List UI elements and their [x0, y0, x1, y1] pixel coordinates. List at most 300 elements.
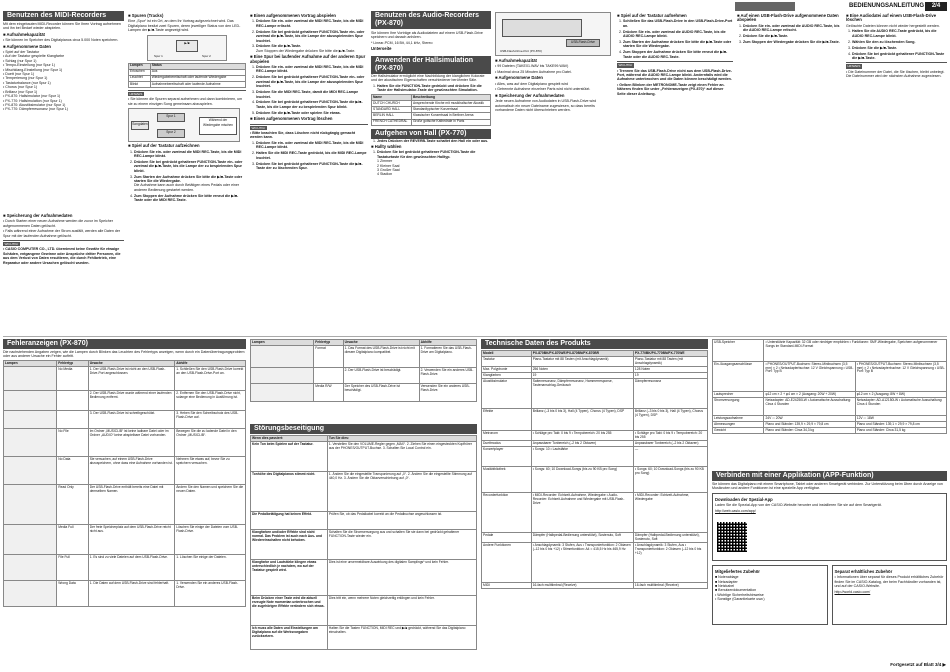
track-mixing-diagram: [128, 108, 240, 142]
table-cell: DUTCH CHURCH: [372, 101, 412, 107]
hall-steps: [371, 84, 491, 93]
table-cell: Saitenresonanz, Dämpferresonanz, Hammerresponse, Tastenanschlag-Geräusch: [531, 379, 633, 409]
lamp-illustration: [4, 391, 57, 411]
table-cell: No Data: [57, 457, 88, 485]
midi-important-text: • CASIO COMPUTER CO., LTD. übernimmt keine Gewähr für etwaige Schäden, entgangene Gewinne oder Ansprüche dritter Personen, die aus dem Verlust von Daten resultieren, die durch Fehlbetrieb, eine Reparatur oder andere Ursachen gelöscht wurden.: [3, 247, 121, 265]
list-item: • Wichtige Sicherheitshinweise: [715, 592, 764, 597]
table-cell: Stromversorgung: [713, 398, 764, 416]
table-cell: 2. Der USB-Flash-Drive ist beschädigt.: [343, 368, 419, 384]
audio-delete-column: [846, 12, 947, 334]
list-item: 3. Drücken Sie die ▶/■-Taste. Zum Stoppen der Wiedergabe drücken Sie bitte die ▶/■-Taste.: [256, 44, 368, 53]
table-cell: Leuchtet: [129, 75, 151, 81]
usb-column: [495, 12, 613, 334]
table-cell: No Media: [57, 367, 88, 391]
table-cell: Beim Drücken einer Taste wird die aktuell erzeugte Note momentan unterbrochen und die zugehörigen Effekte verändern sich etwas.: [251, 596, 328, 626]
table-cell: Lautsprecher: [713, 392, 764, 398]
audio-delete-text: Gelöschte Dateien können nicht wieder hergestellt werden.: [846, 23, 940, 28]
audio-intro: Sie können Ihre Vorträge als Audiodateien auf einem USB-Flash-Drive speichern und danach anhören.: [371, 31, 483, 40]
list-item: 2. Drücken Sie die ▶/■-Taste.: [743, 34, 842, 38]
table-row: [482, 533, 708, 543]
hall-heading: Anwenden der Hallsimulation (PX-870): [371, 56, 491, 74]
table-cell: Leistungsaufnahme: [713, 416, 764, 422]
errors-table-continued: [250, 339, 477, 402]
table-cell: 2. Der USB-Flash-Drive wurde während einer laufenden Bedienung entfernt.: [88, 391, 175, 411]
list-item: 5. Drücken Sie die ▶/■-Taste oder spielen Sie etwas.: [256, 111, 368, 115]
table-cell: Media R/W: [314, 384, 343, 402]
specs-table: [481, 350, 708, 589]
track-status-table: [128, 63, 246, 88]
app-column: [712, 482, 947, 660]
table-header: Abhilfe: [175, 361, 246, 367]
table-cell: Klangfarben und/oder Effekte sind nicht normal. Das Problem ist auch nach Aus- und Wiedereinschalten nicht behoben.: [251, 530, 328, 560]
table-row: [251, 560, 477, 596]
piano-underside-image: [502, 19, 582, 37]
delete-track-title: ■ Einen aufgenommenen Vortrag löschen: [250, 116, 333, 122]
list-item: • PX-870: Akustiksimulator (nur Spur 1): [3, 102, 66, 107]
table-cell: [57, 391, 88, 411]
page-number: 2/4: [925, 2, 947, 11]
table-cell: • Unterstützte Kapazität: 32 GB oder niedriger empfohlen • Funktionen: SMF-Wiedergabe, Speichern aufgenommener Songs im Standard-MIDI-Format: [764, 340, 947, 362]
app-intro: Sie können das Digitalpiano mit einem Smartphone, Tablet oder anderen Smartgerät verbinden. Zur Unterstützung beim Üben durch Anzeige von Musiknoten und andere Funktionen ist eine spezielle App verfügbar.: [712, 482, 943, 491]
list-item: 3. Drücken Sie die ▶/■-Taste.: [852, 46, 947, 50]
errors-intro: Die nachstehenden Angaben zeigen, wie die Lampen durch Blinken das Leuchten des Fehlertyps anzeigen, wenn durch ein Datenübertragungsproblem oder aus anderer Ursache ein Fehler auftritt.: [3, 350, 245, 359]
table-row: [482, 493, 708, 533]
table-cell: • Schläge pro Takt: 0 bis 9 • Tempobereich: 20 bis 255: [531, 431, 633, 441]
table-cell: Netzadapter: AD-A12150LW • Automatische Ausschaltung: Circa 4 Stunden: [855, 398, 946, 416]
important-badge: WICHTIG!: [618, 63, 633, 68]
troubleshooting-heading: Störungsbeseitigung: [250, 424, 477, 434]
table-header: Abhilfe: [419, 340, 476, 346]
table-cell: Ich muss alle Daten und Einstellungen am Digitalpiano auf die Werksvorgaben zurücksetzen.: [251, 626, 328, 650]
table-cell: Ändern Sie den Namen und speichern Sie die neuen Daten.: [175, 485, 246, 525]
list-item: 2. Drücken Sie bei gedrückt gehaltener FUNCTION-Taste ein- oder zweimal die ▶/■-Taste, bis die Lampe der abzuspielenden Spur leuchtet.: [256, 30, 368, 43]
important-badge: WICHTIG!: [4, 241, 19, 246]
table-cell: Der Speicher des USB-Flash-Drive ist beschädigt.: [343, 384, 419, 402]
table-cell: • Songs: 60; 10 Download-Songs (bis zu 90 KB pro Song): [531, 467, 633, 493]
table-header: Lampen: [251, 340, 314, 346]
table-cell: Anpassbarer Tonbereich (–2 bis 2 Oktaven): [531, 441, 633, 447]
hall-type-title: ■ Hallty wählen: [371, 144, 402, 149]
accessories-box: [712, 565, 828, 625]
table-cell: Piano-Tastatur mit 88 Tasten (mit Anschlagdynamik): [531, 357, 633, 367]
table-cell: Standardtypischer Konzertsaal: [411, 107, 490, 113]
table-header: Ursache: [88, 361, 175, 367]
table-cell: 1. Die Daten auf dem USB-Flash-Drive sind fehlerhaft.: [88, 581, 175, 607]
table-cell: Max. Polyphonie: [482, 367, 532, 373]
table-row: [4, 485, 246, 525]
table-row: [4, 581, 246, 607]
optional-accessories-box: [832, 565, 948, 625]
list-item: • Chorus (nur Spur 1): [3, 85, 38, 90]
table-cell: Löschen Sie einige der Dateien vom USB-Flash-Drive.: [175, 525, 246, 555]
table-cell: Ein-/Ausgangsanschlüsse: [713, 362, 764, 392]
table-cell: USB-Speicher: [713, 340, 764, 362]
table-cell: • Anschlagdynamik: 3 Stufen, Aus • Transponierfunktion: 2 Oktaven (–12 bis 0 bis +12): [633, 543, 707, 583]
mix-block: Während der Wiedergabe mischen: [199, 117, 237, 135]
audio-playback-steps: [737, 24, 842, 45]
reverb-steps: [371, 139, 491, 143]
table-row: [482, 467, 708, 493]
troubleshooting-column: [250, 435, 477, 668]
list-item: 4. Drücken Sie bei gedrückt gehaltener FUNCTION-Taste die ▶/■-Taste.: [852, 52, 947, 61]
table-row: [482, 447, 708, 467]
table-cell: Aufnahmebereitschaft oder laufende Aufnahme: [150, 81, 245, 87]
table-row: [713, 398, 947, 416]
table-cell: Brillanz (–3 bis 0 bis 3), Hall (4 Typen), Chorus (4 Typen), DSP: [633, 409, 707, 431]
table-cell: Piano und Ständer: 139,1 × 29,9 × 79,8 cm: [855, 422, 946, 428]
audio-data-title: ■ Aufgenommene Daten: [495, 75, 543, 81]
list-item: • PX-770: Hallsimulation (nur Spur 1): [3, 98, 62, 103]
list-item: 3. Drücken Sie die MIDI REC-Taste, damit die MIDI REC-Lampe leuchtet.: [256, 90, 368, 99]
midi-data-list: [3, 50, 124, 112]
errors-heading: Fehleranzeigen (PX-870): [3, 339, 246, 349]
table-row: [713, 428, 947, 434]
list-item: 2. Halten Sie die MIDI REC-Taste gedrückt, bis die MIDI REC-Lampe leuchtet.: [256, 151, 368, 160]
table-cell: Klangfarben: [482, 373, 532, 379]
table-cell: Piano und Ständer: Circa 31,5 kg: [855, 428, 946, 434]
list-item: 1. Jedes Drücken der REVERB-Taste schaltet den Hall ein oder aus.: [377, 139, 491, 143]
table-header: PX-870BK/PX-870WE/PX-870BN/PX-870BR: [531, 351, 633, 357]
table-header: Lampen: [4, 361, 57, 367]
table-row: [4, 457, 246, 485]
table-row: [129, 81, 246, 87]
table-row: [482, 543, 708, 583]
table-cell: Die Pedalbetätigung hat keinen Effekt.: [251, 512, 328, 530]
table-cell: 1. Es sind zu viele Dateien auf dem USB-Flash-Drive.: [88, 555, 175, 581]
table-cell: Wrong Data: [57, 581, 88, 607]
hall-px770-heading: Aufgehen von Hall (PX-770): [371, 129, 491, 139]
audio-important-note: • Trennen Sie das USB-Flash-Drive nicht aus dem USB-Flash-Drive-Port, während die AUDIO REC-Lampe blinkt. Andernfalls wird die Aufnahme unterbrochen und die Daten können beschädigt werden.: [617, 68, 732, 82]
list-item: 1. Drücken Sie ein- oder zweimal die AUDIO REC-Taste, bis die AUDIO REC-Lampe erlischt.: [743, 24, 842, 33]
table-cell: • Songs: 60; 10 Download-Songs (bis zu 90 KB pro Song): [633, 467, 707, 493]
table-header: Fehlertyp: [314, 340, 343, 346]
audio-recorder-heading: Benutzen des Audio-Recorders (PX-870): [371, 11, 491, 29]
table-cell: 19: [633, 373, 707, 379]
list-item: • Schlag (nur Spur 1): [3, 58, 37, 63]
important-badge: WICHTIG!: [251, 125, 266, 130]
list-item: 1 Zimmer: [377, 159, 393, 164]
list-item: 1. Drücken Sie ein- oder zweimal die MIDI REC-Taste, bis die MIDI REC-Lampe blinkt.: [134, 150, 246, 159]
list-item: • PX-770: Dämpferresonanz (nur Spur 1): [3, 107, 68, 112]
table-cell: Sie versuchen, auf einem USB-Flash-Drive abzuspeichern, ohne dass eine Aufnahme vorhanden ist.: [88, 457, 175, 485]
list-item: ■ Netzkabel: [715, 584, 735, 589]
audio-playback-title: ■ Auf einen USB-Flash-Drive aufgenommene Daten abspielen: [737, 13, 839, 23]
list-item: • PX-870: Hallsimulator (nur Spur 1): [3, 94, 61, 99]
spur2-label: Spur 2: [202, 53, 211, 58]
document-title: BEDIENUNGSANLEITUNG: [848, 3, 924, 9]
list-item: • Sonstige (Garantiekarte usw.): [715, 597, 765, 602]
table-header: Status: [150, 63, 245, 69]
table-row: [251, 530, 477, 560]
tracks-title: ■ Spuren (Tracks): [128, 13, 164, 18]
lamp-illustration: [4, 485, 57, 525]
download-url[interactable]: http://web.casio.com/app/: [715, 508, 756, 513]
table-cell: MIDI: [482, 583, 532, 589]
list-item: 2 Kleiner Saal: [377, 163, 400, 168]
table-row: [251, 472, 477, 512]
hall-intro: Der Hallsimulator ermöglicht eine Nachbildung der klanglichen Kolorate und der akustischen Eigenschaften verschiedener berühmter Säle.: [371, 73, 485, 83]
table-cell: Musikbibliothek: [482, 467, 532, 493]
play-stop-button-image: ▶/■: [176, 40, 198, 52]
audio-data-text: • Alles, was auf dem Digitalpiano gespielt wird: [495, 81, 568, 86]
table-cell: File Full: [57, 555, 88, 581]
specs-column: [481, 350, 708, 668]
midi-save-title: ■ Speicherung der Aufnahmedaten: [3, 212, 73, 218]
table-row: [251, 512, 477, 530]
table-header: Modell: [482, 351, 532, 357]
usb-stick-image: [566, 39, 600, 47]
list-item: 2. Drücken Sie ein- oder zweimal die AUDIO REC-Taste, bis die AUDIO REC-Lampe blinkt.: [623, 30, 733, 39]
audio-delete-steps: [846, 29, 947, 60]
midi-recorder-heading: Benutzen des MIDI-Recorders: [3, 11, 124, 21]
table-cell: Klassischer Konzertsaal in Berliner Arena: [411, 113, 490, 119]
table-cell: Klangfarbe und Lautstärke klingen etwas unterschiedlich je nachdem, wo auf der Tastatur gespielt wird.: [251, 560, 328, 596]
usb-port-illustration: [495, 12, 611, 56]
audio-record-column: [617, 12, 733, 334]
app-heading: Verbinden mit einer Applikation (APP-Funktion): [712, 471, 947, 481]
errors-continued-column: [250, 339, 477, 419]
tracks-column: [128, 12, 246, 334]
table-cell: Wiedergabebereitschaft oder laufende Wiedergabe: [150, 75, 245, 81]
table-header: Lampen: [129, 63, 151, 69]
table-cell: 2. Entfernen Sie den USB-Flash-Drive nicht, solange eine Bedienung in Ausführung ist.: [175, 391, 246, 411]
table-cell: Aus: [150, 69, 245, 75]
record-play-title: ■ Spiel auf der Tastatur aufzeichnen: [128, 143, 200, 149]
list-item: • Brillanz (nur Spur 1): [3, 89, 38, 94]
specs-continued-column: [712, 339, 947, 469]
table-cell: No File: [57, 429, 88, 457]
table-cell: Anpassbarer Tonbereich (–2 bis 2 Oktaven): [633, 441, 707, 447]
list-item: 1. Drücken Sie ein- oder zweimal die MIDI REC-Taste, bis die MIDI REC-Lampe blinkt.: [256, 65, 368, 74]
table-cell: 12V ⎓ 18W: [855, 416, 946, 422]
table-cell: FRENCH CATHEDRAL: [372, 119, 412, 125]
table-header: Wenn dies passiert:: [251, 436, 328, 442]
table-header: PX-770BK/PX-770BN/PX-770WE: [633, 351, 707, 357]
table-cell: Der freie Speicherplatz auf dem USB-Flash-Drive reicht nicht aus.: [88, 525, 175, 555]
table-cell: STANDARD HALL: [372, 107, 412, 113]
table-cell: 1. Verwenden Sie ein anderes USB-Flash-Drive.: [175, 581, 246, 607]
table-cell: Brillanz (–3 bis 0 bis 3), Hall (4 Typen), Chorus (4 Typen), DSP: [531, 409, 633, 431]
table-cell: 3. Heben Sie den Schreibschutz des USB-Flash-Drive auf.: [175, 411, 246, 429]
table-row: [4, 429, 246, 457]
lamp-illustration: [4, 429, 57, 457]
table-cell: Erloschen: [129, 69, 151, 75]
audio-delete-title: ■ Eine Audiodatei auf einem USB-Flash-Drive löschen: [846, 13, 937, 23]
table-cell: Dämpferresonanz: [633, 379, 707, 409]
table-cell: 1. Ändern Sie die eingestellte Transponierung auf „0“. 2. Ändern Sie die eingestellte Stimmung auf 440,0 Hz. 3. Ändern Sie die Oktavverschiebung auf „0“.: [327, 472, 476, 512]
table-cell: Schalten Sie die Stromversorgung aus und schalten Sie sie dann bei gedrückt gehaltener FUNCTION-Taste wieder ein.: [327, 530, 476, 560]
table-cell: • Anschlagdynamik: 3 Stufen, Aus • Transponierfunktion: 2 Oktaven (–12 bis 0 bis +12) • Stimmfunktion: A4 = 415,5 Hz bis 465,9 Hz: [531, 543, 633, 583]
table-cell: 2. Verwenden Sie ein anderes USB-Flash-Drive.: [419, 368, 476, 384]
table-header: Beschreibung: [411, 95, 490, 101]
table-cell: [57, 411, 88, 429]
list-item: • Tastaturbalance (nur Spur 1): [3, 80, 51, 85]
track2-block: Spur 2: [157, 129, 185, 138]
other-track-title: ■ Eine Spur bei laufender Aufnahme auf der anderen Spur abspielen: [250, 54, 366, 64]
list-item: • Tempo-Einstellung (nur Spur 1): [3, 63, 55, 68]
list-item: 4. Drücken Sie bei gedrückt gehaltener FUNCTION-Taste die ▶/■-Taste, bis die Lampe der zu bespielenden Spur blinkt.: [256, 100, 368, 109]
errors-column: [3, 350, 246, 668]
table-cell: Dies tritt ein, wenn mehrere Noten gleichzeitig erklingen und kein Fehler.: [327, 596, 476, 626]
download-box: [712, 493, 947, 561]
delete-track-note: • Bitte beachten Sie, dass Löschen nicht rückgängig gemacht werden kann.: [250, 130, 356, 140]
list-item: 1. Drücken Sie ein- oder zweimal die MIDI REC-Taste, bis die MIDI REC-Lampe erlischt.: [256, 19, 368, 28]
table-cell: Dämpfer (Halbpedal-Bedienung unterstützt), Sostenuto, Soft: [633, 533, 707, 543]
download-title: Downloaden der Spezial-App: [715, 496, 773, 502]
audio-save-text: Jede neuen Aufnahme von Audiodaten in USB-Flash-Drive wird automatisch ein neuer Dateiname zugewiesen, so dass bereits vorhandene Daten nicht überschrieben werden.: [495, 99, 597, 113]
table-row: [372, 119, 491, 125]
lamp-illustration: [4, 555, 57, 581]
list-item: 2. Wählen Sie den zu löschenden Song.: [852, 40, 947, 44]
list-item: 3. Zum Stoppen der Wiedergabe drücken Sie die ▶/■-Taste.: [743, 40, 842, 44]
midi-intro: Mit dem eingebauten MIDI-Recorder können Sie Ihren Vortrag aufnehmen und ihn bei Bedarf wieder abspielen.: [3, 22, 121, 31]
list-item: 1. Drücken Sie bei gedrückt gehaltener FUNCTION-Taste die Tastaturtaste für den gewünschten Halltyp. 1 Zimmer 2 Kleiner Saal 3 Großer Saal 4 Stadion: [377, 150, 491, 176]
list-item: 1. Halten Sie die AUDIO REC-Taste gedrückt, bis die AUDIO REC-Lampe blinkt.: [852, 29, 947, 38]
table-cell: Kein Ton beim Spielen auf der Tastatur.: [251, 442, 328, 472]
table-cell: Dies ist eine unvermeidbare Auswirkung des digitalen Samplings* und kein Fehler.: [327, 560, 476, 596]
playback-steps: [250, 19, 368, 53]
table-cell: 256 Noten: [531, 367, 633, 373]
audio-capacity-text: • 99 Dateien (TAKE01.WAV bis TAKE99.WAV): [495, 64, 569, 69]
table-row: [713, 362, 947, 392]
list-item: 3 Großer Saal: [377, 168, 400, 173]
qr-code-icon: [717, 522, 747, 552]
hall-table: [371, 94, 491, 125]
audio-recorder-column: [371, 31, 491, 334]
table-cell: Recorderfunktion: [482, 493, 532, 533]
table-cell: φ12 cm × 2 (Ausgang: 8W + 8W): [855, 392, 946, 398]
table-row: [4, 411, 246, 429]
table-row: [4, 391, 246, 411]
optional-accessories-text: • Informationen über separat für dieses Produkt erhältliches Zubehör finden Sie im CASIO-Katalog, der beim Fachhändler vorhanden ist, und auf der CASIO-Website.: [834, 575, 944, 589]
list-item: 3. Zum Starten der Aufnahme drücken Sie bitte die ▶/■-Taste oder starten Sie die Wiedergabe.: [623, 40, 733, 49]
table-header: Fehlertyp: [57, 361, 88, 367]
specs-heading: Technische Daten des Produkts: [481, 339, 708, 349]
table-row: [482, 409, 708, 431]
table-cell: Abmessungen: [713, 422, 764, 428]
midi-recorder-column: [3, 22, 124, 334]
table-cell: • MIDI-Recorder: Echtzeit-Aufnahme, Wiedergabe • Audio-Recorder: Echtzeit-Aufnahme und Wiedergabe mit USB-Flash-Drive: [531, 493, 633, 533]
table-cell: Tastatur: [482, 357, 532, 367]
table-cell: Netzadapter: AD-E24250LW • Automatische Ausschaltung: Circa 4 Stunden: [764, 398, 855, 416]
table-cell: Duettmodus: [482, 441, 532, 447]
table-cell: Tonhöhe des Digitalpianos stimmt nicht.: [251, 472, 328, 512]
usb-port-label: USB-Flash-Drive-Port (PX-870): [500, 49, 542, 53]
lamp-illustration: [4, 525, 57, 555]
table-cell: Andere Funktionen: [482, 543, 532, 583]
table-row: [482, 431, 708, 441]
table-cell: 1. Das Format des USB-Flash-Drive ist nicht mit diesem Digitalpiano kompatibel.: [343, 346, 419, 368]
table-header: Tun Sie dies:: [327, 436, 476, 442]
list-item: ■ Benutzerdokumentation: [715, 588, 757, 593]
table-cell: 1. Der USB-Flash-Drive ist nicht an den USB-Flash-Drive-Port angeschlossen.: [88, 367, 175, 391]
list-item: 1. Halten Sie die FUNCTION-Taste gedrückt und drücken Sie die Taste der Hallsimulator-Taste der gewünschten Simulation.: [377, 84, 491, 93]
table-row: [4, 367, 246, 391]
table-row: [482, 357, 708, 367]
table-cell: Piano und Ständer: Circa 34,3 kg: [764, 428, 855, 434]
list-item: • Mischklang-Einstellung (nur Spur 1): [3, 67, 63, 72]
table-header: Ursache: [343, 340, 419, 346]
audio-capacity-title: ■ Aufnahmekapazität: [495, 58, 537, 63]
spur1-label: Spur 1: [154, 53, 163, 58]
list-item: • Auf der Tastatur gespielte Klangfarbe: [3, 54, 65, 59]
lamp-illustration: [251, 346, 314, 368]
optional-accessories-title: Separat erhältliches Zubehör: [834, 568, 893, 574]
table-row: [251, 442, 477, 472]
half-divider: [3, 336, 947, 337]
table-cell: Der USB-Flash-Drive enthält bereits eine Datei mit demselben Namen.: [88, 485, 175, 525]
table-cell: Dämpfer (Halbpedal-Bedienung unterstützt), Sostenuto, Soft: [531, 533, 633, 543]
list-item: 3. Drücken Sie bei gedrückt gehaltener FUNCTION-Taste die ▶/■-Taste der zu löschenden Spur.: [256, 162, 368, 171]
table-cell: Read Only: [57, 485, 88, 525]
table-row: [4, 555, 246, 581]
audio-playback-column: [737, 12, 842, 334]
table-cell: —: [633, 447, 707, 467]
list-item: • Duett (nur Spur 1): [3, 72, 35, 77]
specs-table-continued: [712, 339, 947, 434]
audio-record-title: ■ Spiel auf der Tastatur aufnehmen: [617, 13, 687, 18]
table-cell: • PHONES/OUTPUT-Buchsen: Stereo-Minibuchsen (3,5 mm) × 2 • Netzadapterbuchse: 12 V Gleichspannung • USB-Port: Typ B: [855, 362, 946, 392]
tracks-note: • Sie können die Spuren separat aufnehmen und dann kombinieren, um sie zu einem einzigen Song gemeinsam abzuspielen.: [128, 97, 243, 106]
tracks-text: Eine „Spur“ ist ein Ort, an dem Ihr Vortrag aufgezeichnet wird. Das Digitalpiano besitzt zwei Spuren, deren jeweiliger Status von den LED-Lampen der ▶/■-Taste angezeigt wird.: [128, 19, 241, 33]
table-cell: Im Ordner „MUSICLIB“ ist keine ladbare Datei oder im Ordner „AUDIO“ keine abspielbare Datei vorhanden.: [88, 429, 175, 457]
table-cell: Piano-Tastatur mit 88 Tasten (mit Anschlagdynamik): [633, 357, 707, 367]
table-cell: 3. Der USB-Flash-Drive ist schreibgeschützt.: [88, 411, 175, 429]
list-item: 1. Schließen Sie das USB-Flash-Drive in den USB-Flash-Drive-Port an.: [623, 19, 733, 28]
audio-save-title: ■ Speicherung der Aufnahmedaten: [495, 92, 565, 98]
table-row: [251, 384, 477, 402]
song-data-block: Songdaten: [131, 121, 149, 130]
list-item: ■ Notenablage: [715, 575, 739, 580]
midi-save-text: • Falls während einer Aufnahme der Strom ausfällt, werden alle Daten der Spur mit der laufenden Aufnahme gelöscht.: [3, 229, 121, 238]
delete-track-steps: [250, 141, 368, 170]
table-cell: Piano und Ständer: 139,9 × 29,9 × 79,8 cm: [764, 422, 855, 428]
list-item: 1. Drücken Sie ein- oder zweimal die MIDI REC-Taste, bis die MIDI REC-Lampe blinkt.: [256, 141, 368, 150]
lamp-illustration: [251, 384, 314, 402]
table-row: [482, 583, 708, 589]
audio-important-note: • Gelben Blinken der METRONOME-Taste zeigt einen Fehler an. Näheres finden Sie unter „Fehleranzeigen (PX-870)“ auf dieser Seite dieser Anleitung.: [617, 82, 725, 96]
lamp-illustration: [251, 368, 314, 384]
table-cell: Metronom: [482, 431, 532, 441]
list-item: 2. Drücken Sie bei gedrückt gehaltener FUNCTION-Taste ein- oder zweimal die ▶/■-Taste, bis die Lampe der zu bespielenden Spur blinkt.: [134, 160, 246, 173]
hint-badge: HINWEIS: [847, 64, 861, 69]
table-row: [251, 346, 477, 368]
midi-data-title: ■ Aufgenommene Daten: [3, 43, 51, 49]
lamp-illustration: [4, 581, 57, 607]
table-cell: Bewegen Sie die zu ladende Datei in den Ordner „MUSICLIB“.: [175, 429, 246, 457]
download-text: Laden Sie die Spezial-App von der CASIO-Website herunter und installieren Sie sie auf dem Smartgerät.: [715, 503, 882, 508]
list-item: 4. Zum Stoppen der Aufnahme drücken Sie bitte erneut die ▶/■-Taste oder die AUDIO REC-Taste.: [623, 50, 733, 59]
record-steps: [128, 150, 246, 203]
casio-url[interactable]: http://world.casio.com/: [834, 589, 871, 594]
table-cell: Pedale: [482, 533, 532, 543]
hint-badge: HINWEIS: [129, 92, 143, 96]
table-row: [251, 596, 477, 626]
table-cell: 1. Verstellen Sie den VOLUME-Regler gegen „MAX“. 2. Ziehen Sie einen eingesteckten Kopfhörer aus der PHONES/OUTPUT-Buchse. 3. Schalten Sie Local Control ein.: [327, 442, 476, 472]
list-item: 3. Zum Starten der Aufnahme drücken Sie bitte die ▶/■-Taste oder starten Sie die Wiedergabe. Die Aufnahme kann auch durch Betätigen eines Pedals oder einer anderen Bedienung gestartet werden.: [134, 175, 246, 193]
table-row: [482, 379, 708, 409]
playback-column: [250, 12, 368, 334]
table-row: [4, 525, 246, 555]
table-cell: 1. Formatieren Sie das USB-Flash-Drive am Digitalpiano.: [419, 346, 476, 368]
midi-capacity-text: • Sie können im Speicher des Digitalpianos circa 5.000 Noten speichern.: [3, 38, 119, 43]
table-cell: Nehmen Sie etwas auf, bevor Sie zu speichern versuchen.: [175, 457, 246, 485]
other-track-steps: [250, 65, 368, 115]
midi-capacity-title: ■ Aufnahmekapazität: [3, 31, 45, 37]
lamp-illustration: [4, 411, 57, 429]
hall-type-steps: [371, 150, 491, 176]
table-cell: [314, 368, 343, 384]
